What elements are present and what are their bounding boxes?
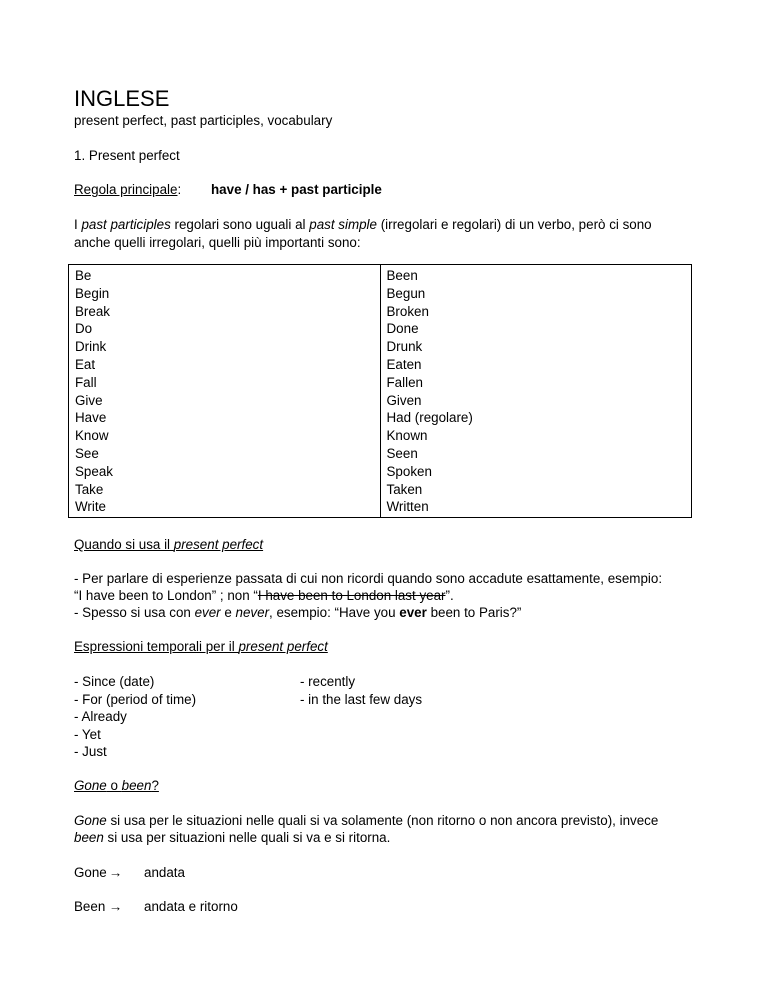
past-participle: Written	[386, 499, 429, 515]
past-participle: Spoken	[386, 463, 432, 479]
meaning-label: andata e ritorno	[144, 899, 238, 914]
list-item: - recently	[300, 674, 356, 689]
base-verb: Fall	[75, 374, 97, 390]
rule-colon: :	[177, 182, 182, 197]
been-row	[74, 898, 105, 916]
table-row	[69, 265, 692, 518]
past-participle: Broken	[386, 303, 429, 319]
intro-text: I	[74, 217, 82, 232]
base-verb: Eat	[75, 356, 96, 372]
participle-column	[380, 265, 692, 518]
base-verb: See	[75, 445, 99, 461]
rule-line	[74, 181, 181, 199]
base-verb: Drink	[75, 339, 107, 355]
base-verb: Break	[75, 303, 110, 319]
base-verb: Do	[75, 321, 93, 337]
list-item: - For (period of time)	[74, 691, 197, 707]
expressions-left-list	[74, 673, 196, 761]
list-item: - Yet	[74, 726, 101, 742]
meaning-label: andata	[144, 865, 185, 880]
gone-been-heading	[74, 777, 159, 795]
base-verb: Write	[75, 499, 106, 515]
rule-label: Regola principale	[74, 182, 178, 197]
explanation-text: si usa per situazioni nelle quali si va e si ritorna.	[103, 830, 391, 845]
intro-text: regolari sono uguali al	[170, 217, 310, 232]
past-participle: Known	[386, 428, 428, 444]
struck-example: I have been to London last year	[257, 588, 446, 603]
usage-text: , esempio: “Have you	[269, 605, 400, 620]
past-participle: Done	[386, 321, 419, 337]
usage-term: never	[235, 605, 270, 620]
intro-term: past participles	[81, 217, 171, 232]
intro-term: past simple	[309, 217, 377, 232]
base-verb: Speak	[75, 463, 113, 479]
section-heading: 1. Present perfect	[74, 148, 180, 163]
expressions-right-list	[300, 673, 422, 708]
page-subtitle: present perfect, past participles, vocabulary	[74, 113, 333, 128]
heading-term: present perfect	[173, 537, 264, 552]
heading-text: Espressioni temporali per il	[74, 639, 239, 654]
arrow-icon: →	[109, 899, 123, 914]
list-item: - Already	[74, 709, 127, 724]
intro-text: (irregolari e regolari) di un verbo, però ci sono	[376, 217, 652, 232]
base-verb: Have	[75, 410, 107, 426]
heading-text: o	[106, 778, 122, 793]
base-verb: Begin	[75, 285, 110, 301]
verb-table	[68, 264, 692, 518]
usage-line-1: - Per parlare di esperienze passata di cui non ricordi quando sono accadute esattamente, esempio:	[74, 571, 663, 586]
explanation-text: si usa per le situazioni nelle quali si va solamente (non ritorno o non ancora previsto), invece	[106, 813, 659, 828]
heading-text: Quando si usa il	[74, 537, 174, 552]
intro-line-1	[74, 216, 652, 234]
usage-heading	[74, 536, 263, 554]
gone-been-line-2	[74, 829, 390, 847]
intro-line-2: anche quelli irregolari, quelli più importanti sono:	[74, 235, 361, 250]
past-participle: Had (regolare)	[386, 410, 473, 426]
usage-text: “I have been to London” ; non “	[74, 588, 258, 603]
rule-formula: have / has + past participle	[211, 182, 382, 197]
list-item: - Just	[74, 744, 107, 759]
heading-term: Gone	[74, 778, 107, 793]
gone-term: Gone	[74, 813, 107, 828]
base-verb: Take	[75, 481, 104, 497]
usage-text: ”.	[445, 588, 454, 603]
expressions-heading	[74, 638, 328, 656]
past-participle: Given	[386, 392, 422, 408]
past-participle: Seen	[386, 445, 418, 461]
gone-been-line-1	[74, 812, 658, 830]
usage-term: ever	[194, 605, 221, 620]
usage-text: e	[220, 605, 236, 620]
heading-term: been	[121, 778, 152, 793]
past-participle: Begun	[386, 285, 426, 301]
word-label: Gone	[74, 865, 107, 880]
base-verb: Know	[75, 428, 109, 444]
heading-term: present perfect	[238, 639, 328, 654]
list-item: - in the last few days	[300, 691, 423, 707]
base-form-column	[69, 265, 381, 518]
usage-text: been to Paris?”	[426, 605, 522, 620]
heading-text: ?	[151, 778, 159, 793]
past-participle: Eaten	[386, 356, 422, 372]
usage-line-2	[74, 587, 454, 605]
past-participle: Been	[386, 268, 418, 283]
base-verb: Give	[75, 392, 103, 408]
gone-row	[74, 864, 107, 882]
usage-text: - Spesso si usa con	[74, 605, 195, 620]
past-participle: Taken	[386, 481, 423, 497]
word-label: Been	[74, 899, 106, 914]
past-participle: Fallen	[386, 374, 423, 390]
list-item: - Since (date)	[74, 674, 155, 689]
been-term: been	[74, 830, 104, 845]
arrow-icon: →	[109, 865, 123, 880]
base-verb: Be	[75, 268, 92, 283]
past-participle: Drunk	[386, 339, 423, 355]
usage-line-3	[74, 604, 521, 622]
usage-bold-term: ever	[399, 605, 427, 620]
page-title: INGLESE	[74, 86, 170, 111]
